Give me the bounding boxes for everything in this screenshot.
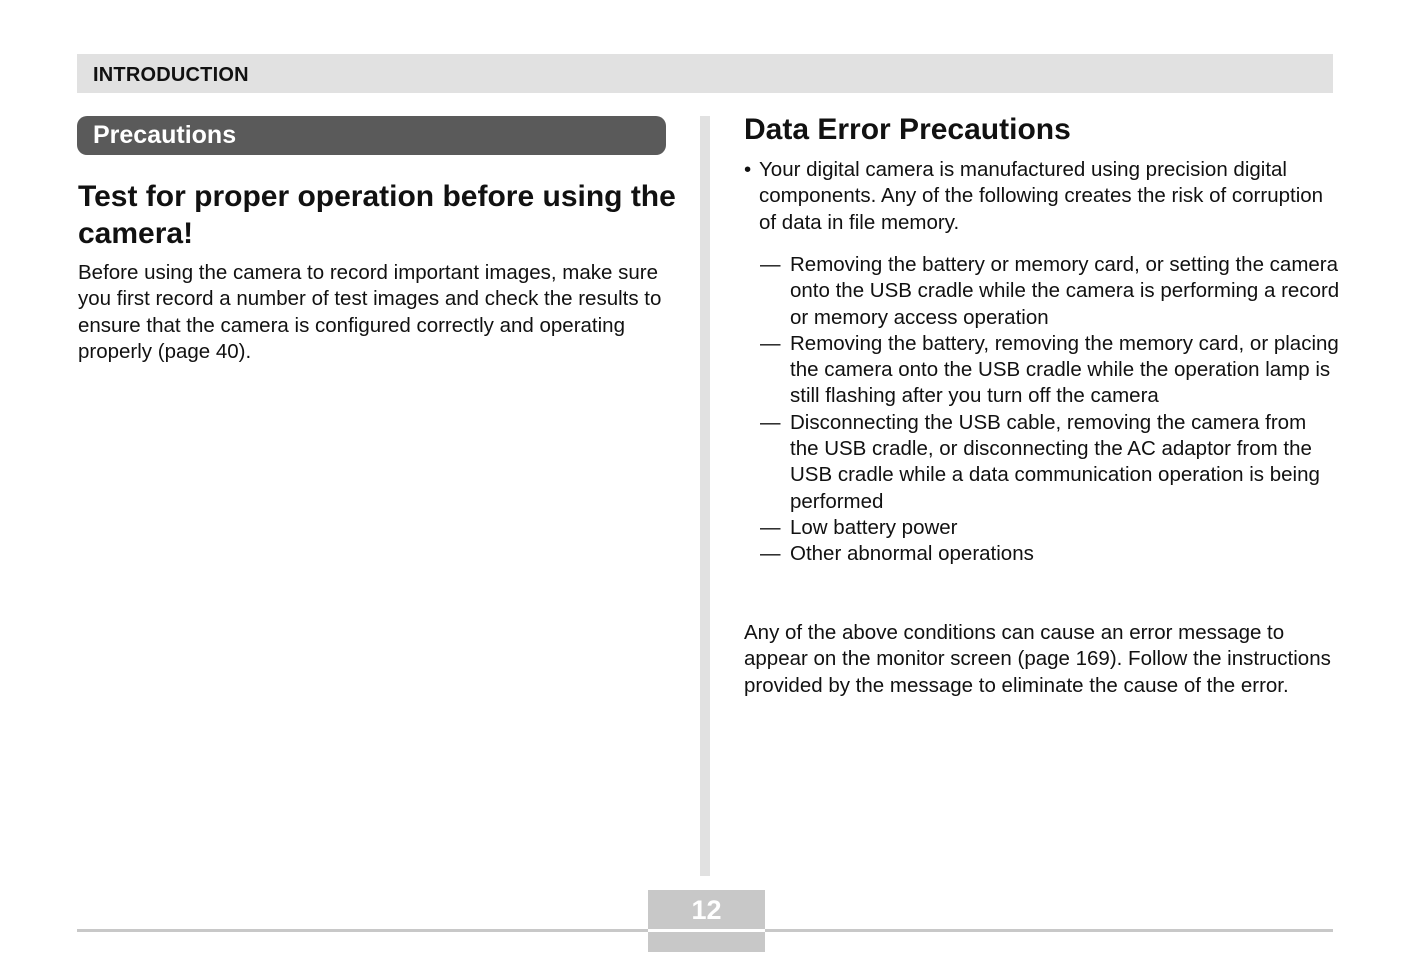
bullet-item (744, 157, 1334, 236)
left-heading: Test for proper operation before using the camera! (78, 180, 676, 250)
list-item (760, 410, 1340, 515)
bullet-mark: • (744, 158, 752, 181)
list-item (760, 252, 1340, 331)
header-bar (77, 54, 1333, 93)
list-item (760, 331, 1340, 410)
closing-paragraph: Any of the above conditions can cause an error message to appear on the monitor screen (page 169). Follow the instructions provided by the message to eliminate the cause of the error. (744, 621, 1331, 697)
list-item-text: Other abnormal operations (790, 542, 1034, 566)
dash-list (760, 252, 1340, 568)
list-item-text: Removing the battery or memory card, or setting the camera onto the USB cradle while the camera is performing a record or memory access operation (790, 253, 1340, 329)
dash-mark: — (760, 331, 781, 355)
list-item (760, 541, 1340, 567)
dash-mark: — (760, 515, 781, 539)
list-item-text: Disconnecting the USB cable, removing the camera from the USB cradle, or disconnecting the AC adaptor from the USB cradle while a data communication operation is being performed (790, 410, 1320, 513)
dash-mark: — (760, 410, 781, 434)
left-body-text: Before using the camera to record important images, make sure you first record a number of test images and check the results to ensure that the camera is configured correctly and operating properly (page 40). (78, 261, 662, 363)
page-box-rule (648, 929, 765, 932)
dash-mark: — (760, 542, 781, 566)
header-title: INTRODUCTION (93, 64, 249, 86)
page-number: 12 (691, 895, 722, 925)
section-label-pill (77, 116, 666, 155)
list-item-text: Removing the battery, removing the memory card, or placing the camera onto the USB cradle while the operation lamp is still flashing after you turn off the camera (790, 331, 1339, 408)
dash-mark: — (760, 253, 781, 276)
list-item-text: Low battery power (790, 515, 958, 539)
right-heading: Data Error Precautions (744, 113, 1071, 146)
list-item (760, 515, 1340, 541)
section-label: Precautions (93, 121, 237, 149)
bullet-text: Your digital camera is manufactured using precision digital components. Any of the following creates the risk of corruption of data in file memory. (759, 158, 1324, 234)
page-number-box (648, 890, 765, 952)
column-divider (700, 116, 710, 876)
